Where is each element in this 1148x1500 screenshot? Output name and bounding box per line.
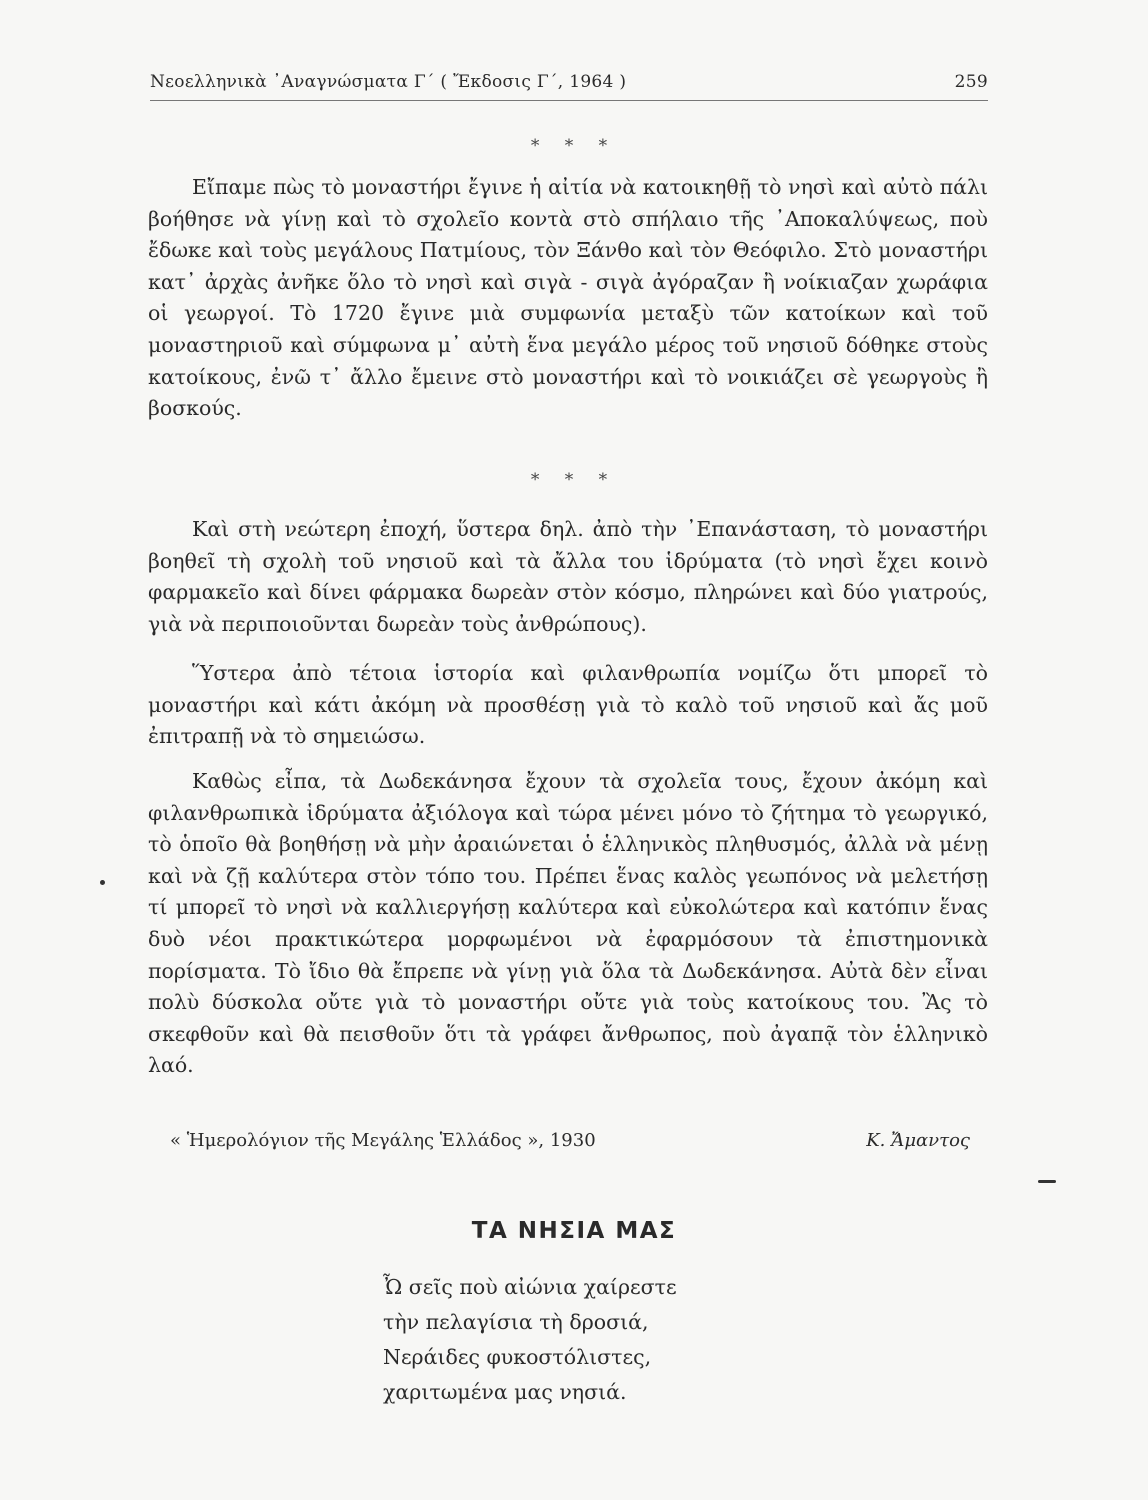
poem-title: ΤΑ ΝΗΣΙΑ ΜΑΣ [471, 1218, 677, 1244]
paragraph-2: Καὶ στὴ νεώτερη ἐποχή, ὕστερα δηλ. ἀπὸ τὴν ᾿Επανάσταση, τὸ μοναστήρι βοηθεῖ τὴ σχολὴ τοῦ νησιοῦ καὶ τὰ ἄλλα του ἱδρύματα (τὸ νησὶ ἔχει κοινὸ φαρμακεῖο καὶ δίνει φάρμακα δωρεὰν στὸν κόσμο, πληρώνει καὶ δύο γιατρούς, γιὰ νὰ περιποιοῦνται δωρεὰν τοὺς ἀνθρώπους). [148, 517, 988, 636]
poem-stanza [383, 1270, 943, 1410]
scan-speck [1038, 1180, 1056, 1183]
paragraph-4: Καθὼς εἶπα, τὰ Δωδεκάνησα ἔχουν τὰ σχολεῖα τους, ἔχουν ἀκόμη καὶ φιλανθρωπικὰ ἱδρύματα ἀξιόλογα καὶ τώρα μένει μόνο τὸ ζήτημα τὸ γεωργικό, τὸ ὁποῖο θὰ βοηθήσῃ νὰ μὴν ἀραιώνεται ὁ ἑλληνικὸς πληθυσμός, ἀλλὰ νὰ μένῃ καὶ νὰ ζῇ καλύτερα στὸν τόπο του. Πρέπει ἕνας καλὸς γεωπόνος νὰ μελετήσῃ τί μπορεῖ τὸ νησὶ νὰ καλλιεργήσῃ καλύτερα καὶ εὐκολώτερα καὶ κατόπιν ἕνας δυὸ νέοι πρακτικώτερα μορφωμένοι νὰ ἐφαρμόσουν τὰ ἐπιστημονικὰ πορίσματα. Τὸ ἴδιο θὰ ἔπρεπε νὰ γίνῃ γιὰ ὅλα τὰ Δωδεκάνησα. Αὐτὰ δὲν εἶναι πολὺ δύσκολα οὔτε γιὰ τὸ μοναστήρι οὔτε γιὰ τοὺς κατοίκους του. Ἂς τὸ σκεφθοῦν καὶ θὰ πεισθοῦν ὅτι τὰ γράφει ἄνθρωπος, ποὺ ἀγαπᾷ τὸν ἑλληνικὸ λαό. [148, 769, 988, 1078]
running-header [150, 70, 988, 101]
paragraph-1: Εἴπαμε πὼς τὸ μοναστήρι ἔγινε ἡ αἰτία νὰ κατοικηθῇ τὸ νησὶ καὶ αὐτὸ πάλι βοήθησε νὰ γίνῃ καὶ τὸ σχολεῖο κοντὰ στὸ σπήλαιο τῆς ᾿Αποκαλύψεως, ποὺ ἔδωκε καὶ τοὺς μεγάλους Πατμίους, τὸν Ξάνθο καὶ τὸν Θεόφιλο. Στὸ μοναστήρι κατ᾿ ἀρχὰς ἀνῆκε ὅλο τὸ νησὶ καὶ σιγὰ - σιγὰ ἀγόραζαν ἢ νοίκιαζαν χωράφια οἱ γεωργοί. Τὸ 1720 ἔγινε μιὰ συμφωνία μεταξὺ τῶν κατοίκων καὶ τοῦ μοναστηριοῦ καὶ σύμφωνα μ᾿ αὐτὴ ἕνα μεγάλο μέρος τοῦ νησιοῦ δόθηκε στοὺς κατοίκους, ἐνῶ τ᾿ ἄλλο ἔμεινε στὸ μοναστήρι καὶ τὸ νοικιάζει σὲ γεωργοὺς ἢ βοσκούς. [148, 175, 988, 421]
header-title: Νεοελληνικὰ ᾿Αναγνώσματα Γ΄ ( Ἔκδοσις Γ΄, 1964 ) [150, 72, 627, 92]
poem-line: τὴν πελαγίσια τὴ δροσιά, [383, 1310, 649, 1334]
poem-line: Ὦ σεῖς ποὺ αἰώνια χαίρεστε [383, 1275, 677, 1299]
section-separator: * * * [530, 470, 618, 490]
poem-line: Νεράιδες φυκοστόλιστες, [383, 1345, 652, 1369]
poem-line: χαριτωμένα μας νησιά. [383, 1380, 627, 1404]
scan-speck [100, 880, 105, 885]
source-attribution [170, 1130, 970, 1156]
page-number: 259 [954, 72, 988, 92]
author-name: Κ. Ἄμαντος [866, 1130, 970, 1151]
section-separator: * * * [530, 136, 618, 156]
source-citation: « Ἡμερολόγιον τῆς Μεγάλης Ἑλλάδος », 1930 [170, 1130, 596, 1151]
paragraph-3: Ὕστερα ἀπὸ τέτοια ἱστορία καὶ φιλανθρωπία νομίζω ὅτι μπορεῖ τὸ μοναστήρι καὶ κάτι ἀκόμη νὰ προσθέσῃ γιὰ τὸ καλὸ τοῦ νησιοῦ καὶ ἄς μοῦ ἐπιτραπῇ νὰ τὸ σημειώσω. [148, 661, 988, 749]
